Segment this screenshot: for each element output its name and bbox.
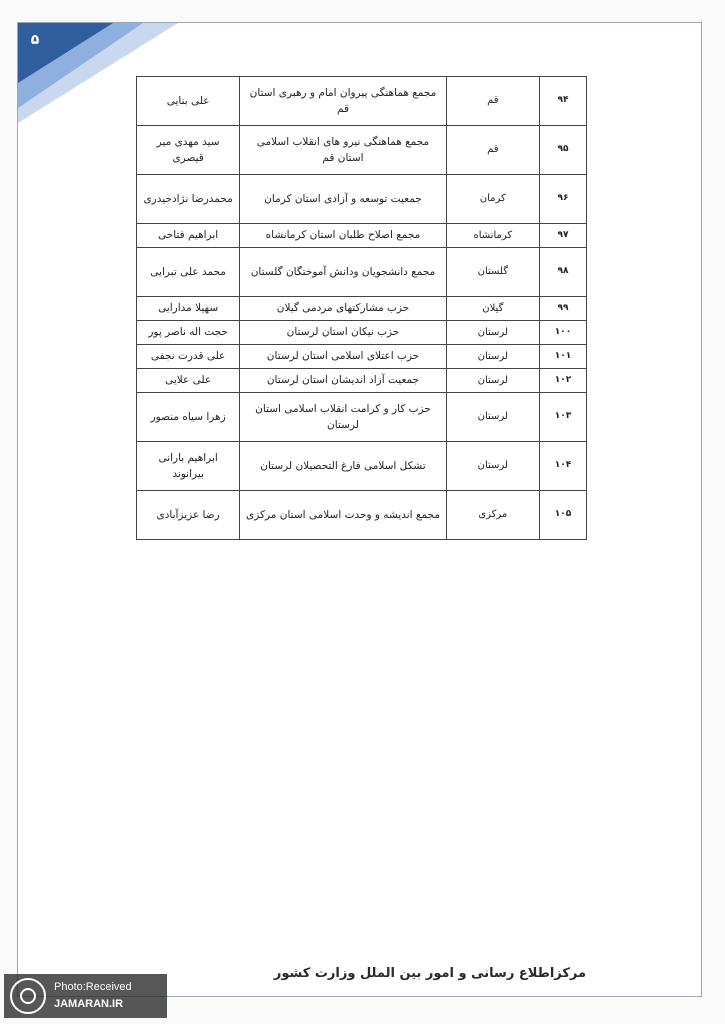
organization-cell: مجمع هماهنگی پیروان امام و رهبری استان قم <box>240 77 446 126</box>
table-row <box>137 248 587 297</box>
province-cell: گیلان <box>446 297 539 321</box>
row-number: ۱۰۴ <box>539 442 586 491</box>
row-number: ۹۶ <box>539 175 586 224</box>
table-row <box>137 224 587 248</box>
organization-cell: حزب نیکان استان لرستان <box>240 321 446 345</box>
watermark <box>4 974 167 1018</box>
table-row <box>137 442 587 491</box>
name-cell: سید مهدی میر قیصری <box>137 126 240 175</box>
province-cell: لرستان <box>446 442 539 491</box>
row-number: ۹۹ <box>539 297 586 321</box>
row-number: ۱۰۲ <box>539 369 586 393</box>
name-cell: رضا عزیزآبادی <box>137 491 240 540</box>
table-row <box>137 175 587 224</box>
jamaran-logo-icon <box>10 978 46 1014</box>
province-cell: گلستان <box>446 248 539 297</box>
table-row <box>137 369 587 393</box>
organization-cell: حزب کار و کرامت انقلاب اسلامی استان لرستان <box>240 393 446 442</box>
province-cell: لرستان <box>446 321 539 345</box>
organization-cell: حزب مشارکتهای مردمی گیلان <box>240 297 446 321</box>
organization-cell: حزب اعتلای اسلامی استان لرستان <box>240 345 446 369</box>
name-cell: زهرا سیاه منصور <box>137 393 240 442</box>
name-cell: علی بنایی <box>137 77 240 126</box>
province-cell: مرکزی <box>446 491 539 540</box>
province-cell: کرمانشاه <box>446 224 539 248</box>
province-cell: قم <box>446 77 539 126</box>
name-cell: ابراهیم بارانی بیرانوند <box>137 442 240 491</box>
province-cell: لرستان <box>446 369 539 393</box>
watermark-line1: Photo:Received <box>54 981 132 993</box>
table-row <box>137 491 587 540</box>
name-cell: محمد علی تبرایی <box>137 248 240 297</box>
organizations-table <box>136 76 587 540</box>
organization-cell: تشکل اسلامی فارغ التحصیلان لرستان <box>240 442 446 491</box>
row-number: ۹۵ <box>539 126 586 175</box>
row-number: ۹۴ <box>539 77 586 126</box>
province-cell: قم <box>446 126 539 175</box>
row-number: ۱۰۱ <box>539 345 586 369</box>
table-row <box>137 321 587 345</box>
organization-cell: مجمع هماهنگی نیرو های انقلاب اسلامی استان قم <box>240 126 446 175</box>
table-row <box>137 297 587 321</box>
organization-cell: مجمع اندیشه و وحدت اسلامی استان مرکزی <box>240 491 446 540</box>
province-cell: لرستان <box>446 345 539 369</box>
table-row <box>137 77 587 126</box>
name-cell: علی علایی <box>137 369 240 393</box>
watermark-line2: JAMARAN.IR <box>54 998 124 1010</box>
name-cell: سهیلا مدارایی <box>137 297 240 321</box>
province-cell: لرستان <box>446 393 539 442</box>
organization-cell: جمعیت توسعه و آزادی استان کرمان <box>240 175 446 224</box>
name-cell: علی قدرت نجفی <box>137 345 240 369</box>
row-number: ۱۰۵ <box>539 491 586 540</box>
row-number: ۹۷ <box>539 224 586 248</box>
row-number: ۱۰۳ <box>539 393 586 442</box>
page-number: ۵ <box>30 32 40 48</box>
organization-cell: مجمع اصلاح طلبان استان کرمانشاه <box>240 224 446 248</box>
name-cell: حجت اله ناصر پور <box>137 321 240 345</box>
name-cell: محمدرضا نژادحیدری <box>137 175 240 224</box>
table-row <box>137 393 587 442</box>
name-cell: ابراهیم فتاحی <box>137 224 240 248</box>
footer-text: مرکزاطلاع رسانی و امور بین الملل وزارت کشور <box>273 966 587 981</box>
table-row <box>137 345 587 369</box>
organization-cell: جمعیت آزاد اندیشان استان لرستان <box>240 369 446 393</box>
row-number: ۱۰۰ <box>539 321 586 345</box>
table-row <box>137 126 587 175</box>
organization-cell: مجمع دانشجویان ودانش آموختگان گلستان <box>240 248 446 297</box>
province-cell: کرمان <box>446 175 539 224</box>
row-number: ۹۸ <box>539 248 586 297</box>
